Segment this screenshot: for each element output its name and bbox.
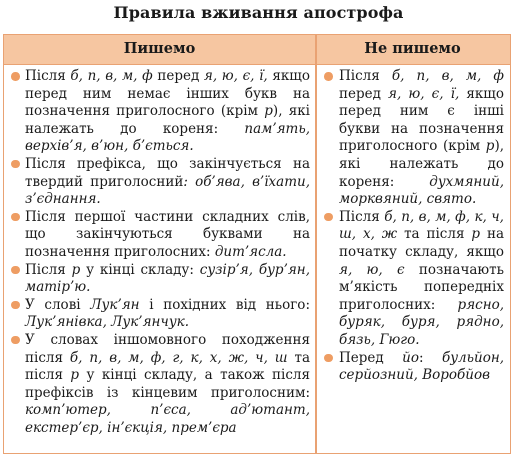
write-rule-item	[4, 297, 315, 332]
rule-text	[339, 350, 504, 385]
rule-fragment: Перед	[339, 349, 403, 366]
write-rule-item	[4, 156, 315, 209]
rule-fragment: :	[418, 349, 442, 366]
rule-fragment: Після першої частини складних слів, що закінчуються буквами на позначення приголосних:	[25, 208, 310, 260]
example-text: р	[71, 261, 81, 278]
rule-fragment: і похідних від нього:	[139, 296, 310, 313]
no-write-rules-column	[317, 68, 510, 385]
example-text: я, ю, є, ї,	[388, 85, 460, 102]
example-text: б, п, в, м, ф, г, к, х, ж, ч, ш	[69, 349, 288, 366]
bullet-icon	[324, 354, 333, 363]
bullet-icon	[11, 301, 20, 310]
example-text: я, ю, є, ї,	[203, 68, 268, 84]
rule-fragment: Після	[25, 261, 72, 278]
rule-fragment: у кінці складу:	[80, 261, 200, 278]
no-write-rule-item	[317, 350, 510, 385]
rule-text	[339, 209, 504, 350]
rule-fragment: У словах іншомовного походження після	[25, 331, 310, 366]
rule-fragment: У слові	[25, 296, 91, 313]
example-text: дит’ясла.	[214, 243, 287, 260]
write-rule-item	[4, 68, 315, 156]
rule-text	[25, 297, 310, 332]
no-write-rule-item	[317, 209, 510, 350]
example-text: р	[471, 226, 481, 243]
example-text: б, п, в, м, ф, к, ч, ш, х, ж	[339, 208, 504, 243]
rule-fragment: якщо перед ним немає інших букв на позначення приголосного (крім	[25, 68, 310, 120]
rule-fragment: перед	[339, 85, 389, 102]
example-text: : об’ява, в’їхати, з’єднання.	[25, 173, 310, 208]
bullet-icon	[11, 160, 20, 169]
rule-fragment: ), які належать до кореня:	[339, 138, 504, 190]
rule-fragment: Після	[339, 208, 385, 225]
example-text: б, п, в, м, ф	[70, 68, 153, 84]
bullet-icon	[11, 213, 20, 222]
bullet-icon	[324, 213, 333, 222]
bullet-icon	[11, 336, 20, 345]
rule-fragment: якщо перед ним є інші букви на позначення приголосного (крім	[339, 85, 504, 155]
example-text: р	[264, 103, 273, 120]
example-text: б, п, в, м, ф	[391, 68, 504, 84]
rule-fragment: та після	[25, 349, 310, 384]
example-text: Лук’ян	[90, 296, 140, 313]
example-text: рясно, буряк, буря, рядно, бязь, Гюго.	[339, 296, 504, 348]
example-text: р	[70, 367, 80, 384]
table-header	[4, 35, 510, 65]
example-text: комп’ютер, п’єса, ад’ютант, екстер’єр, ін’єкція, прем’єра	[25, 402, 310, 436]
example-text: Лук’янівка, Лук’янчук.	[25, 314, 190, 331]
rules-table	[3, 34, 511, 454]
rule-fragment: перед	[152, 68, 204, 84]
rule-text	[25, 68, 310, 156]
example-text: я, ю, є	[339, 261, 405, 278]
rule-fragment: Після	[339, 68, 392, 84]
rule-text	[25, 209, 310, 262]
rule-text	[339, 68, 504, 209]
no-write-rule-item	[317, 68, 510, 209]
rule-text	[25, 156, 310, 209]
rule-text	[25, 332, 310, 438]
column-header-write: Пишемо	[123, 40, 196, 57]
example-text: р	[485, 138, 495, 155]
rule-fragment: Після префікса, що закінчується на твердий приголосний	[25, 155, 310, 190]
rule-fragment: ), які належать до кореня:	[25, 103, 310, 137]
rule-text	[25, 262, 310, 297]
write-rule-item	[4, 262, 315, 297]
write-rule-item	[4, 332, 315, 438]
example-text: бульйон, серйозний, Воробйов	[339, 349, 505, 384]
example-text: пам’ять, верхів’я, в’юн, б’ється.	[25, 120, 310, 155]
column-header-no-write: Не пишемо	[364, 40, 461, 57]
rule-fragment: та після	[397, 226, 472, 243]
bullet-icon	[11, 72, 20, 81]
rule-fragment: на початку складу, якщо	[339, 226, 504, 260]
page-title: Правила вживання апострофа	[113, 3, 404, 22]
example-text: духмяний, морквяний, свято.	[339, 173, 504, 208]
bullet-icon	[324, 72, 333, 81]
rule-fragment: у кінці складу, а також після префіксів із кінцевим приголосним:	[25, 367, 310, 401]
bullet-icon	[11, 266, 20, 275]
rule-fragment: позначають м’якість попередніх приголосних:	[339, 261, 504, 313]
example-text: сузір’я, бур’ян, матір’ю.	[25, 261, 310, 296]
write-rules-column	[4, 68, 315, 437]
rule-fragment: Після	[25, 68, 71, 84]
example-text: йо	[402, 349, 419, 366]
write-rule-item	[4, 209, 315, 262]
